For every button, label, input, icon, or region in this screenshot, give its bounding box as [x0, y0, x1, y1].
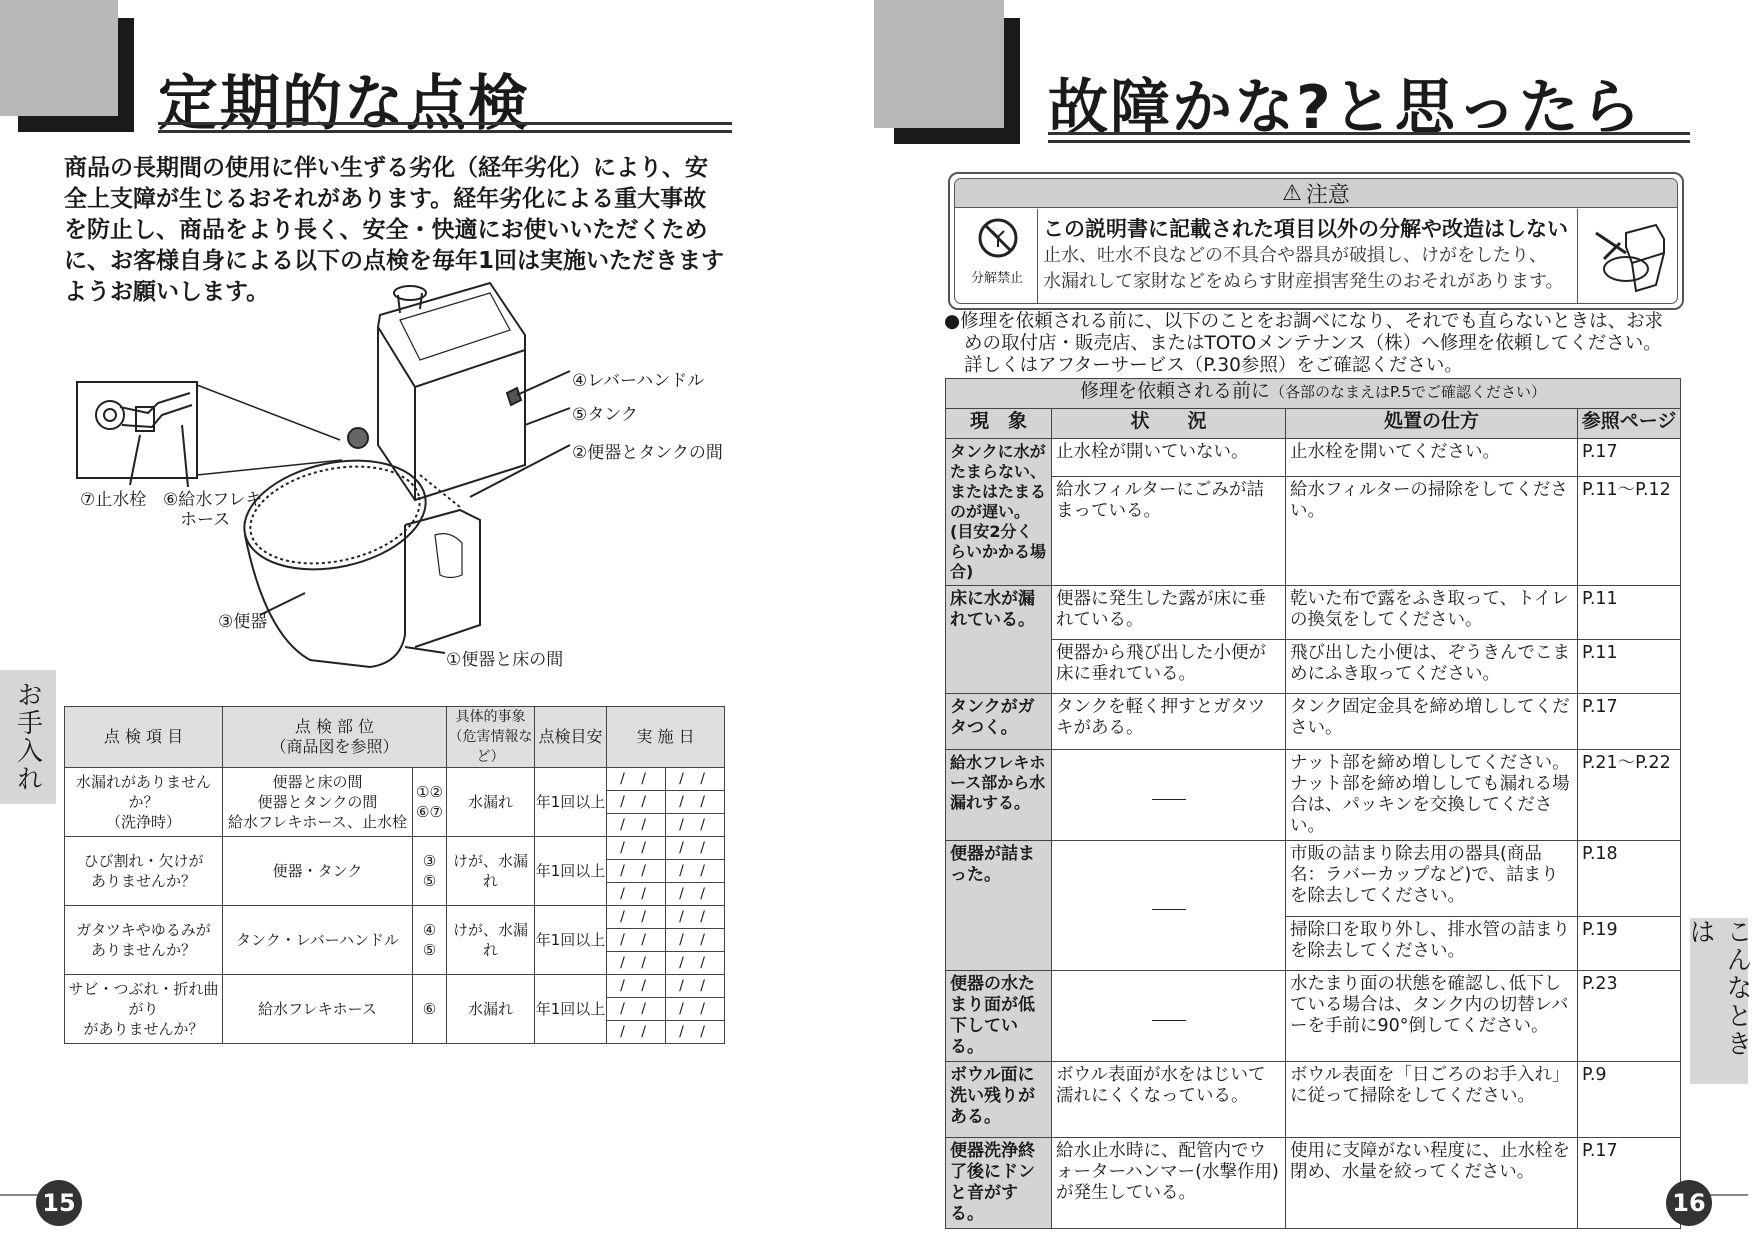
remedy-cell: ボウル表面を「日ごろのお手入れ」に従って掃除をしてください。 — [1286, 1062, 1578, 1138]
ref-cell[interactable]: P.19 — [1578, 917, 1681, 971]
date-cell[interactable]: / / — [666, 998, 725, 1021]
symptom-cell: ボウル面に洗い残りがある。 — [946, 1062, 1052, 1138]
table-row — [65, 975, 725, 998]
symptom-cell: 便器が詰まった。 — [946, 841, 1052, 971]
table-row — [946, 476, 1681, 585]
side-tab-care[interactable]: お手入れ — [0, 670, 56, 804]
header-black-bar — [118, 18, 134, 132]
situation-cell — [1052, 971, 1286, 1062]
ref-cell[interactable]: P.17 — [1578, 439, 1681, 477]
caution-box — [948, 172, 1684, 310]
col-header-ref: 参照ページ — [1578, 409, 1681, 439]
remedy-cell: 乾いた布で露をふき取って、トイレの換気をしてください。 — [1286, 586, 1578, 640]
ref-cell[interactable]: P.18 — [1578, 841, 1681, 917]
label-bowl-tank-joint: ②便器とタンクの間 — [572, 443, 723, 463]
table-caption: 修理を依頼される前に（各部のなまえはP.5でご確認ください） — [946, 379, 1681, 409]
date-cell[interactable]: / / — [607, 814, 666, 837]
issue-cell: 水漏れ — [447, 768, 535, 837]
table-row — [946, 640, 1681, 694]
interval-cell: 年1回以上 — [535, 837, 607, 906]
situation-cell — [1052, 750, 1286, 841]
troubleshooting-table — [945, 378, 1681, 1229]
col-header-item: 点 検 項 目 — [65, 707, 223, 768]
page-title: 故障かな?と思ったら — [1048, 73, 1643, 143]
prohibition-label: 分解禁止 — [970, 271, 1023, 286]
item-cell: 水漏れがありませんか？ （洗浄時） — [65, 768, 223, 837]
page-title: 定期的な点検 — [158, 69, 530, 139]
col-header-issue: 具体的事象 （危害情報など） — [447, 707, 535, 768]
situation-cell: タンクを軽く押すとガタツキがある。 — [1052, 694, 1286, 750]
symptom-cell: タンクがガタつく。 — [946, 694, 1052, 750]
title-rule — [158, 122, 732, 133]
part-number-cell: ①② ⑥⑦ — [413, 768, 447, 837]
label-lever-handle: ④レバーハンドル — [572, 371, 705, 391]
caution-header: ⚠ 注意 — [955, 179, 1677, 208]
col-header-symptom: 現 象 — [946, 409, 1052, 439]
date-cell[interactable]: / / — [607, 1021, 666, 1044]
situation-cell: 給水止水時に、配管内でウォーターハンマー(水撃作用)が発生している。 — [1052, 1138, 1286, 1229]
issue-cell: けが、水漏れ — [447, 906, 535, 975]
label-tank: ⑤タンク — [572, 405, 638, 425]
date-cell[interactable]: / / — [666, 975, 725, 998]
table-row — [946, 1062, 1681, 1138]
label-bowl-floor-joint: ①便器と床の間 — [446, 650, 564, 670]
date-cell[interactable]: / / — [666, 768, 725, 791]
disassembly-illustration-icon — [1586, 213, 1672, 299]
table-row — [946, 439, 1681, 477]
situation-cell: 便器に発生した露が床に垂れている。 — [1052, 586, 1286, 640]
date-cell[interactable]: / / — [666, 814, 725, 837]
issue-cell: けが、水漏れ — [447, 837, 535, 906]
date-cell[interactable]: / / — [666, 1021, 725, 1044]
date-cell[interactable]: / / — [666, 952, 725, 975]
ref-cell[interactable]: P.17 — [1578, 694, 1681, 750]
ref-cell[interactable]: P.21～P.22 — [1578, 750, 1681, 841]
date-cell[interactable]: / / — [607, 837, 666, 860]
situation-cell: 給水フィルターにごみが詰まっている。 — [1052, 476, 1286, 585]
caution-body-2: 水漏れして家財などをぬらす財産損害発生のおそれがあります。 — [1043, 271, 1564, 292]
issue-cell: 水漏れ — [447, 975, 535, 1044]
header-black-bar — [1004, 18, 1020, 144]
date-cell[interactable]: / / — [607, 952, 666, 975]
table-row — [946, 750, 1681, 841]
label-stop-valve: ⑦止水栓 — [80, 490, 147, 510]
header-gray-block — [0, 0, 118, 116]
item-cell: ガタツキやゆるみが ありませんか？ — [65, 906, 223, 975]
caution-body-1: 止水、吐水不良などの不具合や器具が破損し、けがをしたり、 — [1043, 245, 1547, 266]
part-number-cell: ⑥ — [413, 975, 447, 1044]
part-cell: 便器・タンク — [223, 837, 413, 906]
ref-cell[interactable]: P.11 — [1578, 640, 1681, 694]
ref-cell[interactable]: P.23 — [1578, 971, 1681, 1062]
item-cell: サビ・つぶれ・折れ曲がり がありませんか？ — [65, 975, 223, 1044]
date-cell[interactable]: / / — [607, 998, 666, 1021]
symptom-cell: 便器洗浄終了後にドンと音がする。 — [946, 1138, 1052, 1229]
repair-note: ●修理を依頼される前に、以下のことをお調べになり、それでも直らないときは、お求 めの取付店・販売店、またはTOTOメンテナンス（株）へ修理を依頼してください。 詳しくはアフターサービス（P.30参照）をご確認ください。 — [944, 311, 1664, 376]
remedy-cell: 給水フィルターの掃除をしてください。 — [1286, 476, 1578, 585]
part-cell: タンク・レバーハンドル — [223, 906, 413, 975]
col-header-remedy: 処置の仕方 — [1286, 409, 1578, 439]
date-cell[interactable]: / / — [607, 860, 666, 883]
table-row — [946, 1138, 1681, 1229]
date-cell[interactable]: / / — [666, 860, 725, 883]
inspection-table — [64, 706, 725, 1044]
date-cell[interactable]: / / — [607, 929, 666, 952]
situation-cell: ボウル表面が水をはじいて濡れにくくなっている。 — [1052, 1062, 1286, 1138]
empty-dash — [1152, 909, 1186, 910]
remedy-cell: 飛び出した小便は、ぞうきんでこまめにふき取ってください。 — [1286, 640, 1578, 694]
empty-dash — [1152, 1020, 1186, 1021]
date-cell[interactable]: / / — [607, 906, 666, 929]
symptom-cell: タンクに水がたまらない、またはたまるのが遅い。(目安2分くらいかかる場合) — [946, 439, 1052, 586]
col-header-interval: 点検目安 — [535, 707, 607, 768]
date-cell[interactable]: / / — [607, 791, 666, 814]
part-cell: 便器と床の間 便器とタンクの間 給水フレキホース、止水栓 — [223, 768, 413, 837]
situation-cell: 止水栓が開いていない。 — [1052, 439, 1286, 477]
date-cell[interactable]: / / — [666, 837, 725, 860]
remedy-cell: 使用に支障がない程度に、止水栓を閉め、水量を絞ってください。 — [1286, 1138, 1578, 1229]
interval-cell: 年1回以上 — [535, 768, 607, 837]
title-rule — [1048, 132, 1690, 143]
ref-cell[interactable]: P.11 — [1578, 586, 1681, 640]
remedy-cell: 市販の詰まり除去用の器具(商品名：ラバーカップなど)で、詰まりを除去してください。 — [1286, 841, 1578, 917]
situation-cell — [1052, 841, 1286, 971]
col-header-situation: 状 況 — [1052, 409, 1286, 439]
symptom-cell: 給水フレキホース部から水漏れする。 — [946, 750, 1052, 841]
table-row — [65, 906, 725, 929]
date-cell[interactable]: / / — [607, 975, 666, 998]
remedy-cell: 掃除口を取り外し、排水管の詰まりを除去してください。 — [1286, 917, 1578, 971]
side-tab-troubleshooting[interactable]: こんなときは — [1690, 918, 1748, 1084]
ref-cell[interactable]: P.17 — [1578, 1138, 1681, 1229]
date-cell[interactable]: / / — [666, 929, 725, 952]
page-number: 16 — [1666, 1180, 1712, 1226]
remedy-cell: ナット部を締め増ししてください。ナット部を締め増ししても漏れる場合は、パッキンを交換してください。 — [1286, 750, 1578, 841]
table-row — [65, 837, 725, 860]
part-cell: 給水フレキホース — [223, 975, 413, 1044]
ref-cell[interactable]: P.11～P.12 — [1578, 476, 1681, 585]
remedy-cell: 止水栓を開いてください。 — [1286, 439, 1578, 477]
caution-headline: この説明書に記載された項目以外の分解や改造はしない — [1043, 217, 1568, 241]
label-bowl: ③便器 — [218, 612, 268, 632]
remedy-cell: タンク固定金具を締め増ししてください。 — [1286, 694, 1578, 750]
table-row — [65, 768, 725, 791]
situation-cell: 便器から飛び出した小便が床に垂れている。 — [1052, 640, 1286, 694]
col-header-date: 実 施 日 — [607, 707, 725, 768]
intro-text: 商品の長期間の使用に伴い生ずる劣化（経年劣化）により、安全上支障が生じるおそれがあります。経年劣化による重大事故を防止し、商品をより長く、安全・快適にお使いいただくために、お客様自身による以下の点検を毎年1回は実施いただきますようお願いします。 — [64, 155, 725, 305]
prohibition-cell — [957, 209, 1038, 303]
table-row — [946, 841, 1681, 917]
remedy-cell: 水たまり面の状態を確認し､低下している場合は、タンク内の切替レバーを手前に90°倒してください。 — [1286, 971, 1578, 1062]
table-row — [946, 586, 1681, 640]
part-number-cell: ③ ⑤ — [413, 837, 447, 906]
label-flex-hose: ⑥給水フレキ — [163, 490, 263, 510]
warning-triangle-icon: ⚠ — [1282, 180, 1302, 206]
ref-cell[interactable]: P.9 — [1578, 1062, 1681, 1138]
symptom-cell: 便器の水たまり面が低下している。 — [946, 971, 1052, 1062]
date-cell[interactable]: / / — [607, 883, 666, 906]
page-number: 15 — [36, 1180, 82, 1226]
date-cell[interactable]: / / — [666, 906, 725, 929]
col-header-part: 点 検 部 位 （商品図を参照） — [223, 707, 447, 768]
date-cell[interactable]: / / — [666, 883, 725, 906]
table-row — [946, 694, 1681, 750]
item-cell: ひび割れ・欠けが ありませんか？ — [65, 837, 223, 906]
table-row — [946, 971, 1681, 1062]
symptom-cell: 床に水が漏れている。 — [946, 586, 1052, 694]
no-disassembly-icon — [977, 217, 1019, 259]
label-flex-hose-2: ホース — [180, 510, 231, 530]
header-gray-block — [874, 0, 1004, 128]
date-cell[interactable]: / / — [607, 768, 666, 791]
date-cell[interactable]: / / — [666, 791, 725, 814]
interval-cell: 年1回以上 — [535, 975, 607, 1044]
empty-dash — [1152, 799, 1186, 800]
interval-cell: 年1回以上 — [535, 906, 607, 975]
part-number-cell: ④ ⑤ — [413, 906, 447, 975]
